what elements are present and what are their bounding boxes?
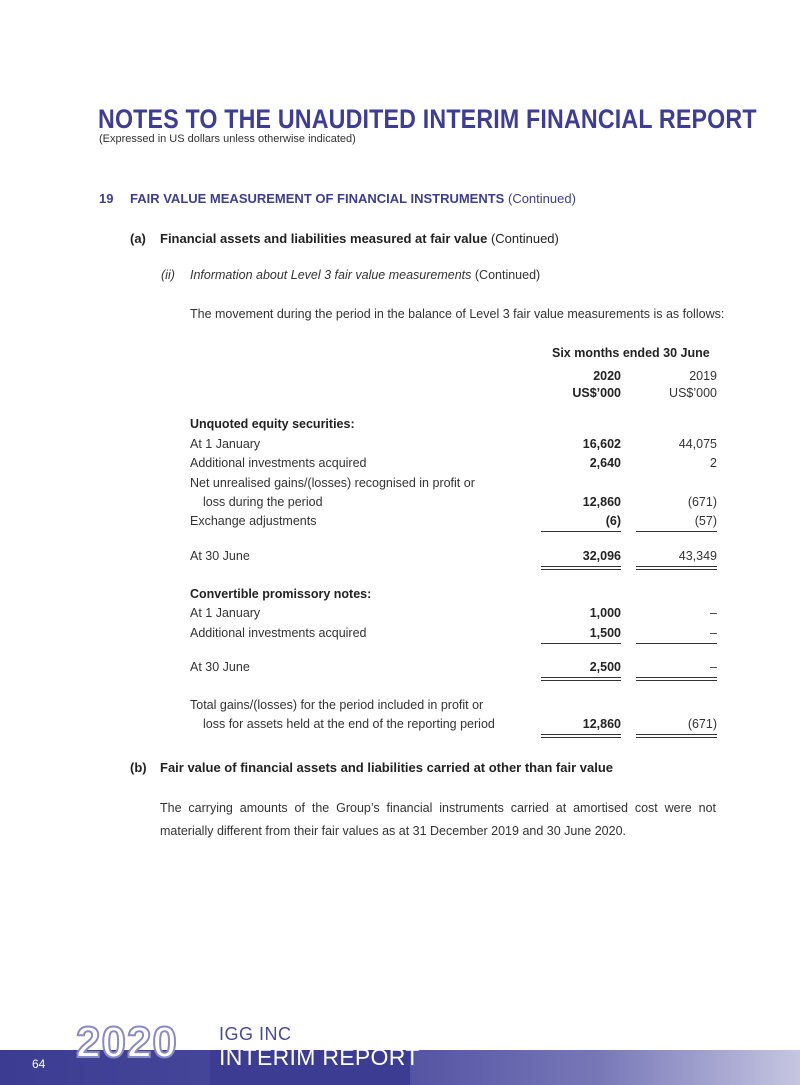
col2-unit: US$’000	[669, 386, 717, 400]
table-cell-2020: 12,860	[582, 717, 621, 731]
total-double-rule	[541, 566, 621, 570]
table-cell-2020: 2,640	[589, 456, 621, 470]
table-row-label: loss during the period	[203, 495, 323, 509]
report-name: INTERIM REPORT	[219, 1044, 420, 1070]
subtotal-rule	[541, 531, 621, 532]
section-continued: (Continued)	[507, 191, 576, 206]
table-row-label: At 30 June	[190, 660, 250, 674]
table-cell-2019: (671)	[687, 495, 717, 509]
subtotal-rule	[636, 643, 717, 644]
subsection-b-body: The carrying amounts of the Group’s financial instruments carried at amortised cost were not materially different from their fair values as at 31 December 2019 and 30 June 2020.	[160, 801, 716, 838]
table-cell-2019: –	[710, 626, 717, 640]
table-cell-2019: 44,075	[678, 437, 717, 451]
subsection-a-continued: (Continued)	[490, 231, 559, 246]
subsection-ii-continued: (Continued)	[474, 268, 541, 282]
table-cell-2020: 32,096	[582, 549, 621, 563]
company-name: IGG INC	[219, 1024, 292, 1044]
table-row-label: At 1 January	[190, 437, 261, 451]
section-title-text: FAIR VALUE MEASUREMENT OF FINANCIAL INSTRUMENTS	[130, 191, 505, 206]
table-row-label: Unquoted equity securities:	[190, 417, 355, 431]
total-double-rule	[636, 566, 717, 570]
total-double-rule	[636, 677, 717, 681]
table-cell-2020: 1,500	[589, 626, 621, 640]
col1-unit: US$’000	[572, 386, 621, 400]
total-double-rule	[541, 677, 621, 681]
table-cell-2020: 16,602	[582, 437, 621, 451]
table-cell-2020: 12,860	[582, 495, 621, 509]
subsection-a-title	[160, 231, 559, 246]
subsection-a-label: (a)	[130, 231, 146, 246]
table-row-label: At 30 June	[190, 549, 250, 563]
table-cell-2019: 2	[710, 456, 717, 470]
table-row-label: At 1 January	[190, 606, 261, 620]
table-cell-2020: 1,000	[589, 606, 621, 620]
col2-year: 2019	[689, 369, 717, 383]
page-title: NOTES TO THE UNAUDITED INTERIM FINANCIAL REPORT	[98, 104, 757, 134]
subsection-ii-label: (ii)	[161, 268, 175, 282]
table-cell-2019: 43,349	[678, 549, 717, 563]
subtotal-rule	[541, 643, 621, 644]
table-cell-2020: (6)	[605, 514, 621, 528]
table-row-label: Exchange adjustments	[190, 514, 317, 528]
table-row-label: loss for assets held at the end of the reporting period	[203, 717, 495, 731]
subtotal-rule	[636, 531, 717, 532]
total-double-rule	[541, 734, 621, 738]
section-number: 19	[99, 191, 114, 206]
subsection-b-title: Fair value of financial assets and liabilities carried at other than fair value	[160, 760, 613, 775]
table-cell-2020: 2,500	[589, 660, 621, 674]
table-row-label: Net unrealised gains/(losses) recognised in profit or	[190, 476, 475, 490]
intro-paragraph: The movement during the period in the balance of Level 3 fair value measurements is as follows:	[190, 307, 725, 321]
total-double-rule	[636, 734, 717, 738]
table-cell-2019: –	[710, 606, 717, 620]
table-cell-2019: –	[710, 660, 717, 674]
table-row-label: Additional investments acquired	[190, 626, 367, 640]
subsection-a-title-text: Financial assets and liabilities measured at fair value	[160, 231, 488, 246]
table-cell-2019: (57)	[694, 514, 717, 528]
page-number: 64	[32, 1057, 46, 1071]
table-cell-2019: (671)	[687, 717, 717, 731]
report-year-logo: 2020	[76, 1018, 178, 1067]
table-row-label: Additional investments acquired	[190, 456, 367, 470]
subsection-ii-title-text: Information about Level 3 fair value measurements	[190, 268, 472, 282]
section-title	[130, 191, 576, 206]
subsection-b-label: (b)	[130, 760, 147, 775]
col1-year: 2020	[593, 369, 621, 383]
table-row-label: Total gains/(losses) for the period included in profit or	[190, 698, 484, 712]
table-row-label: Convertible promissory notes:	[190, 587, 372, 601]
page-subtitle: (Expressed in US dollars unless otherwise indicated)	[99, 133, 356, 145]
subsection-ii-title	[190, 268, 540, 282]
table-period-header: Six months ended 30 June	[552, 346, 710, 360]
